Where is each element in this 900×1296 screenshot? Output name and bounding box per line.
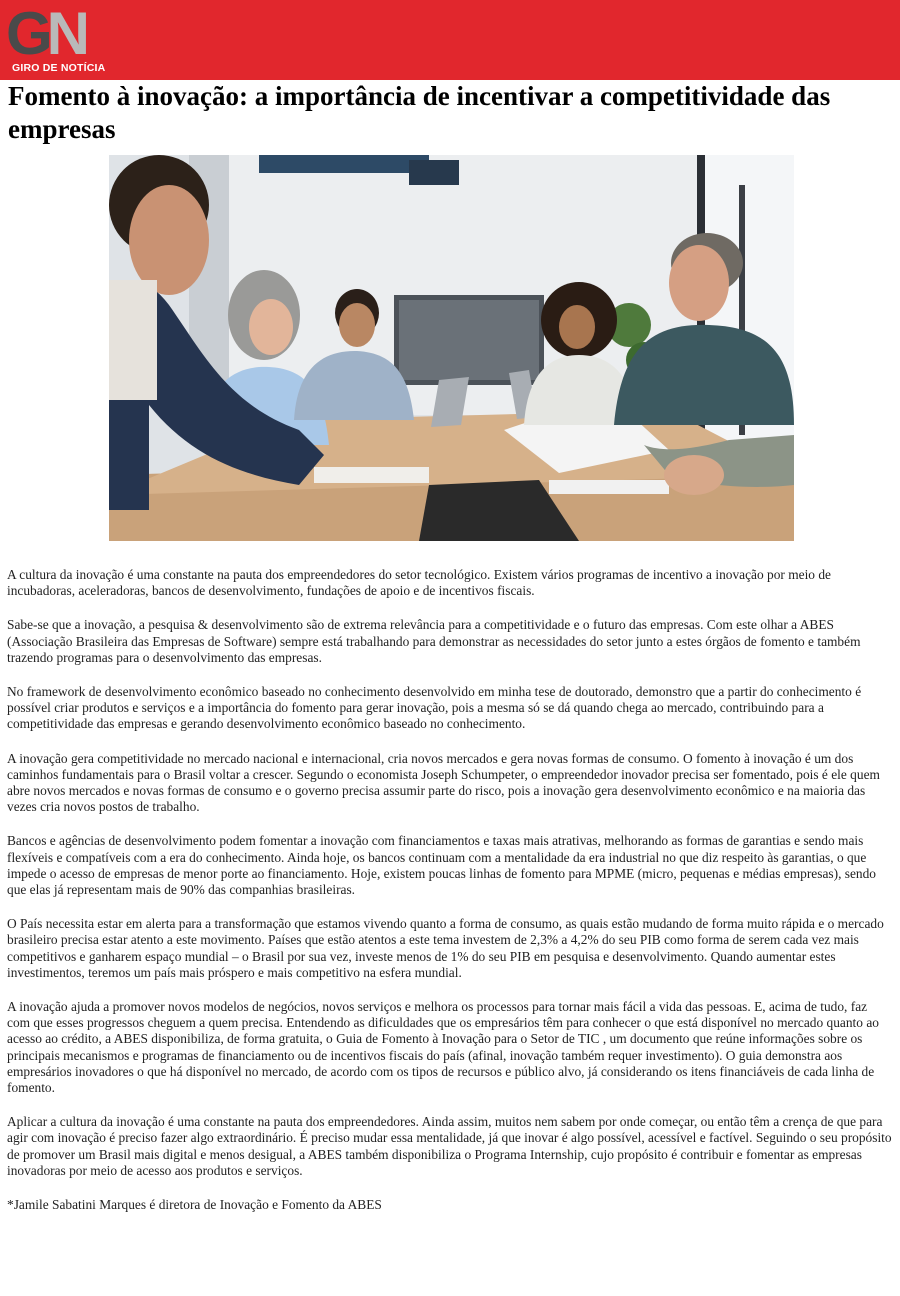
logo-letter-n: N <box>46 0 85 67</box>
article-paragraph: O País necessita estar em alerta para a transformação que estamos vivendo quanto a forma de consumo, as quais estão mudando de forma muito rápida e o mercado brasileiro precisa estar atento a este movimento. Países que estão atentos a este tema investem de 2,3% a 4,2% do seu PIB como forma de serem cada vez mais competitivos e ganharem espaço mundial – o Brasil por sua vez, investe menos de 1% do seu PIB em pesquisa e desenvolvimento. Quando aumentar estes investimentos, teremos um país mais próspero e mais competitivo na esfera mundial. <box>7 916 884 980</box>
site-header <box>0 0 900 80</box>
article-paragraph: A cultura da inovação é uma constante na pauta dos empreendedores do setor tecnológico. Existem vários programas de incentivo a inovação por meio de incubadoras, aceleradoras, bancos de desenvolvimento, fundações de apoio e de incentivos fiscais. <box>7 567 831 599</box>
article-paragraph: Bancos e agências de desenvolvimento podem fomentar a inovação com financiamentos e taxas mais atrativas, melhorando as formas de garantias e sendo mais flexíveis e compatíveis com a era do conhecimento. Ainda hoje, os bancos continuam com a mentalidade da era industrial no que diz respeito às garantias, o que impede o acesso de empresas de menor porte ao financiamento. Hoje, existem poucas linhas de fomento para MPME (micro, pequenas e médias empresas), sendo que elas já representam mais de 90% das companhias brasileiras. <box>7 833 876 898</box>
article-paragraph: No framework de desenvolvimento econômico baseado no conhecimento desenvolvido em minha tese de doutorado, demonstro que a partir do conhecimento é possível criar produtos e serviços e a importância do fomento para gerar inovação, pois a mesma só se dá quando chega ao mercado, contribuindo para a competitividade das empresas e gerando desenvolvimento econômico baseado no conhecimento. <box>7 684 862 732</box>
article-body <box>7 567 893 1231</box>
logo-mark <box>6 0 84 68</box>
article-paragraph: Aplicar a cultura da inovação é uma constante na pauta dos empreendedores. Ainda assim, muitos nem sabem por onde começar, ou então têm a crença de que para agir com inovação é preciso fazer algo extraordinário. É preciso mudar essa mentalidade, já que inovar é algo possível, acessível e factível. Seguindo o seu propósito de promover um Brasil mais digital e menos desigual, a ABES também disponibiliza o Programa Internship, cujo propósito é contribuir e fomentar as empresas inovadoras por meio de acesso aos produtos e serviços. <box>7 1114 892 1178</box>
logo-caption: GIRO DE NOTÍCIA <box>12 62 106 74</box>
author-note: *Jamile Sabatini Marques é diretora de Inovação e Fomento da ABES <box>7 1197 382 1213</box>
article-title: Fomento à inovação: a importância de incentivar a competitividade das empresas <box>8 81 831 144</box>
logo-letter-g: G <box>6 0 47 67</box>
site-logo[interactable] <box>6 0 116 78</box>
article-featured-image <box>109 155 794 541</box>
article-paragraph: Sabe-se que a inovação, a pesquisa & desenvolvimento são de extrema relevância para a competitividade e o futuro das empresas. Com este olhar a ABES (Associação Brasileira das Empresas de Software) sempre está trabalhando para demonstrar as necessidades do setor junto a estes órgãos de fomento e também trazendo programas para o desenvolvimento das empresas. <box>7 617 861 665</box>
article-paragraph: A inovação ajuda a promover novos modelos de negócios, novos serviços e melhora os processos para tornar mais fácil a vida das pessoas. E, acima de tudo, faz com que esses progressos cheguem a quem precisa. Entendendo as dificuldades que os empresários têm para conhecer o que está disponível no mercado quanto ao acesso ao crédito, a ABES disponibiliza, de forma gratuita, o Guia de Fomento à Inovação para o Setor de TIC , um documento que reúne informações sobre os principais mecanismos e programas de financiamento ou de incentivos fiscais do país (afinal, inovação também requer investimento). O guia demonstra aos empresários inovadores o que há disponível no mercado, de acordo com os tipos de recursos e público alvo, já considerando os itens financiáveis de cada linha de fomento. <box>7 999 879 1096</box>
article-paragraph: A inovação gera competitividade no mercado nacional e internacional, cria novos mercados e gera novas formas de consumo. O fomento à inovação é um dos caminhos fundamentais para o Brasil voltar a crescer. Segundo o economista Joseph Schumpeter, o empreendedor inovador precisa ser fomentado, pois é ele quem abre novos mercados e novas formas de consumo e o governo precisa assumir parte do risco, pois a inovação gera desenvolvimento econômico e na maioria das vezes cria novos postos de trabalho. <box>7 750 880 815</box>
